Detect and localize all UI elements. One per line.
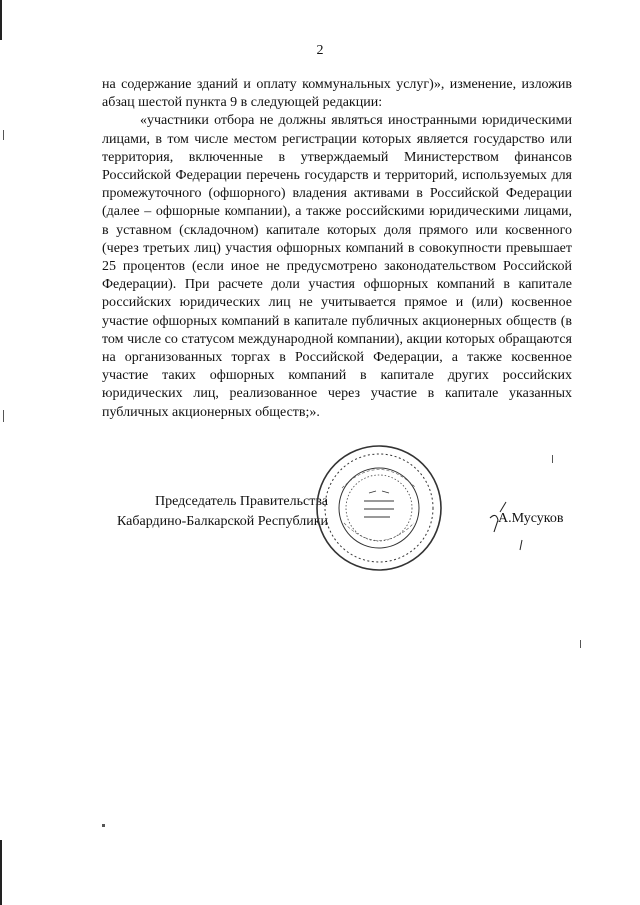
signer-title [110,492,328,532]
page-number: 2 [316,43,324,58]
left-margin-mark-bottom [0,840,2,905]
official-seal-icon [314,443,444,573]
left-margin-mark-top [0,0,2,40]
paragraph-intro: на содержание зданий и оплату коммунальных услуг)», изменение, изложив абзац шестой пункта 9 в следующей редакции: [102,77,572,111]
scan-speck [580,640,581,648]
scan-speck [3,130,4,140]
scan-speck [3,410,4,422]
document-body [102,76,572,422]
signer-title-line-1: Председатель Правительства [155,494,328,509]
scan-speck [552,455,553,463]
paragraph-quote: «участники отбора не должны являться иностранными юридическими лицами, в том числе местом регистрации которых является государство или территория, включенные в утверждаемый Министерством финансов Российской Федерации перечень государств и территорий, используемых для промежуточного (офшорного) владения активами в Российской Федерации (далее – офшорные компании), а также российскими юридическими лицами, в уставном (складочном) капитале которых доля прямого или косвенного (через третьих лиц) участия офшорных компаний в совокупности превышает 25 процентов (если иное не предусмотрено законодательством Российской Федерации). При расчете доли участия офшорных компаний в капитале российских юридических лиц не учитывается прямое и (или) косвенное участие офшорных компаний в капитале публичных акционерных обществ (в том числе со статусом международной компании), акции которых обращаются на организованных торгах в Российской Федерации, а также косвенное участие таких офшорных компаний в капитале других российских юридических лиц, реализованное через участие в капитале указанных публичных акционерных обществ;». [102,113,572,420]
signer-name: А.Мусуков [498,511,564,526]
signature-stroke-icon [470,498,530,558]
scan-speck [102,824,105,827]
signer-title-line-2: Кабардино-Балкарской Республики [117,514,328,529]
